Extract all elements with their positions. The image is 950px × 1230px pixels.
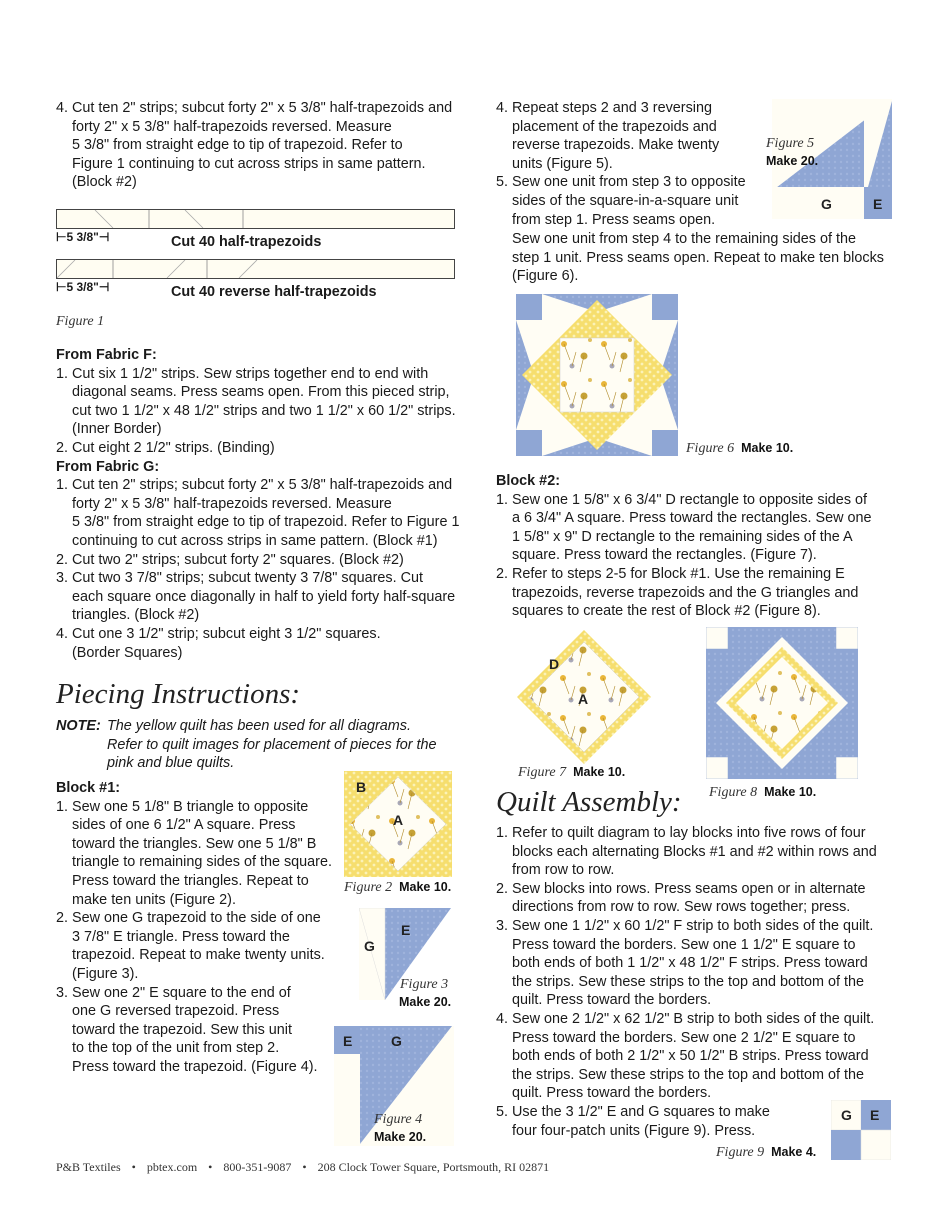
make-count: Make 10. [764,785,817,799]
figure1-label-2: Cut 40 reverse half-trapezoids [171,284,377,300]
list-item [496,565,896,621]
list-item [496,99,766,173]
list-item [496,880,896,917]
figure7-diagram [515,628,653,766]
bullet-icon: • [131,1160,136,1174]
fig4-white-strip [334,1054,360,1144]
fig4-label-e: E [343,1033,353,1049]
item-number: 2. [496,565,509,582]
item-line: a 6 3/4" A square. Press toward the rectangles. Sew one [512,510,872,527]
item-line: squares to create the rest of Block #2 (Figure 8). [512,603,821,620]
item-number: 2. [56,910,69,927]
item-line: Use the 3 1/2" E and G squares to make [512,1103,770,1120]
item-line: Press toward the borders. Sew one 1 1/2" E square to [512,936,856,953]
item-line: the strips. Sew these strips to the top and bottom of the [512,973,864,990]
item-line: 5 3/8" from straight edge to tip of trapezoid. Refer to Figure 1 [72,514,460,531]
item-number: 4. [496,1010,509,1027]
item-line: reverse trapezoids. Make twenty [512,137,720,154]
item-line: Press toward the trapezoid. (Figure 4). [72,1058,318,1075]
caption-text: Figure 9 [716,1145,765,1160]
list-item [496,173,766,229]
item-line: four four-patch units (Figure 9). Press. [512,1122,756,1139]
item-line: both ends of both 2 1/2" x 50 1/2" B strips. Press toward [512,1048,869,1065]
item-line: make ten units (Figure 2). [72,891,236,908]
item-line: Refer to steps 2-5 for Block #1. Use the remaining E [512,565,845,582]
block1-section [56,779,346,1077]
figure1-caption: Figure 1 [56,314,105,329]
figure6-caption [686,441,793,457]
list-item [496,824,896,880]
figure8-caption [709,785,816,801]
item-line: cut two 1 1/2" x 48 1/2" strips and two 1 1/2" x 60 1/2" strips. [72,402,456,419]
figure1-strip-reverse-half-trapezoids [56,259,455,279]
item-line: Figure 1 continuing to cut across strips in same pattern. [72,155,426,172]
fig9-label-e: E [870,1107,880,1123]
item-line: Cut six 1 1/2" strips. Sew strips together end to end with [72,365,429,382]
piecing-title: Piecing Instructions: [56,678,301,710]
list-item [56,476,476,550]
item-line: (Figure 3). [72,965,139,982]
para-line: Sew one unit from step 4 to the remaining sides of the [512,231,856,247]
figure9-caption [716,1145,816,1161]
piecing-note [56,717,476,773]
item-line: Cut ten 2" strips; subcut forty 2" x 5 3/8" half-trapezoids and [72,477,453,494]
list-item [496,491,896,565]
item-line: both ends of both 1 1/2" x 48 1/2" F strips. Press toward [512,955,868,972]
figure2-caption [344,880,451,896]
item-line: Cut two 3 7/8" strips; subcut twenty 3 7/8" squares. Cut [72,570,423,587]
fig6-corner-bl [516,430,542,456]
footer-website[interactable]: pbtex.com [146,1160,198,1174]
item-number: 4. [56,625,69,642]
item-line: sides of one 6 1/2" A square. Press [72,817,296,834]
item-line: Refer to quilt diagram to lay blocks into five rows of four [512,825,866,841]
item-line: Cut one 3 1/2" strip; subcut eight 3 1/2" squares. [72,625,381,642]
item-line: quilt. Press toward the borders. [512,992,712,1009]
caption-text: Figure 7 [518,765,567,780]
make-count: Make 4. [771,1145,817,1159]
item-number: 1. [56,477,69,494]
make-count: Make 10. [399,880,452,894]
fig8-corner-tl [706,627,728,649]
item-line: square. Press toward the rectangles. (Figure 7). [512,547,817,564]
figure7-caption [518,765,625,781]
fig7-label-a: A [578,691,589,707]
figure1-strip-half-trapezoids [56,209,455,229]
item-line: Sew one 2" E square to the end of [72,984,291,1001]
item-line: 3 7/8" E triangle. Press toward the [72,928,290,945]
block2-heading: Block #2: [496,473,560,489]
block1-heading: Block #1: [56,780,120,796]
item-line: triangle to remaining sides of the square. [72,854,332,871]
fig8-corner-bl [706,757,728,779]
note-line: pink and blue quilts. [107,755,235,772]
item-line: (Block #2) [72,174,137,191]
fabric-f-heading: From Fabric F: [56,347,157,363]
footer-phone: 800-351-9087 [223,1160,292,1174]
item-line: from step 1. Press seams open. [512,211,716,228]
assembly-section [496,824,896,1140]
list-item [496,917,896,1010]
note-line: The yellow quilt has been used for all diagrams. [107,718,411,734]
list-item [56,439,476,458]
item-line: Sew one 1 1/2" x 60 1/2" F strip to both sides of the quilt. [512,917,874,934]
fig9-g-square-br [861,1130,891,1160]
item-line: one G reversed trapezoid. Press [72,1003,280,1020]
fig6-corner-tr [652,294,678,320]
list-item [56,909,346,983]
strip-cut-lines [57,260,454,278]
item-line: Press toward the borders. Sew one 2 1/2" E square to [512,1029,856,1046]
item-line: Sew blocks into rows. Press seams open or in alternate [512,880,866,897]
item-line: (Border Squares) [72,644,183,661]
item-line: blocks each alternating Blocks #1 and #2 within rows and [512,843,877,860]
page-footer [56,1160,549,1175]
caption-text: Figure 6 [686,441,735,456]
item-line: Sew one G trapezoid to the side of one [72,910,321,927]
figure6-diagram [516,294,678,456]
figure4-caption: Figure 4 [374,1112,423,1127]
strip-cut-lines [57,210,454,228]
item-line: Sew one 1 5/8" x 6 3/4" D rectangle to opposite sides of [512,491,868,508]
item-number: 1. [56,798,69,815]
item-line: Sew one unit from step 3 to opposite [512,174,746,191]
fig6-corner-tl [516,294,542,320]
para-line: step 1 unit. Press seams open. Repeat to make ten blocks [512,249,884,266]
item-number: 1. [496,491,509,508]
list-item [496,1010,896,1103]
item-line: Cut ten 2" strips; subcut forty 2" x 5 3/8" half-trapezoids and [72,100,453,116]
figure4-make: Make 20. [374,1130,427,1144]
item-line: quilt. Press toward the borders. [512,1085,712,1102]
item-number: 2. [496,880,509,897]
para-line: (Figure 6). [512,268,579,285]
list-item [56,569,476,625]
item-line: toward the trapezoid. Sew this unit [72,1021,292,1038]
fig7-label-d: D [549,656,560,672]
item-line: continuing to cut across strips in same pattern. (Block #1) [72,532,438,549]
item-number: 5. [496,1103,509,1120]
fig6-corner-br [652,430,678,456]
item-line: each square once diagonally in half to yield forty half-square [72,588,456,605]
make-count: Make 10. [741,441,794,455]
figure3-make: Make 20. [399,995,452,1009]
fig2-label-b: B [356,779,367,795]
fabric-e-item-4 [56,99,476,192]
footer-company: P&B Textiles [56,1160,121,1174]
caption-text: Figure 2 [344,880,393,895]
make-count: Make 10. [573,765,626,779]
item-line: Repeat steps 2 and 3 reversing [512,100,712,116]
item-line: trapezoids, reverse trapezoids and the G triangles and [512,584,859,601]
figure3-caption: Figure 3 [400,977,449,992]
bullet-icon: • [208,1160,213,1174]
figure5-caption: Figure 5 [766,136,815,151]
figure1-dimension-1: ⊢5 3/8"⊣ [56,230,110,244]
fig5-label-e: E [873,196,883,212]
bullet-icon: • [302,1160,307,1174]
list-item [56,551,476,570]
fig4-label-g: G [391,1033,402,1049]
fig6-a-square [560,338,634,412]
item-line: triangles. (Block #2) [72,607,200,624]
item-line: 5 3/8" from straight edge to tip of trapezoid. Refer to [72,137,403,154]
item-line: forty 2" x 5 3/8" half-trapezoids reversed. Measure [72,495,392,512]
fig3-label-g: G [364,938,375,954]
item-number: 3. [496,917,509,934]
item-line: trapezoid. Repeat to make twenty units. [72,947,325,964]
block1-paragraph [512,230,912,286]
list-item [56,625,476,662]
fig8-corner-br [836,757,858,779]
item-line: forty 2" x 5 3/8" half-trapezoids reversed. Measure [72,118,392,135]
item-line: Sew one 5 1/8" B triangle to opposite [72,798,309,815]
note-label: NOTE: [56,718,101,734]
item-line: to the top of the unit from step 2. [72,1040,280,1057]
item-line: sides of the square-in-a-square unit [512,192,739,209]
item-line: Cut two 2" strips; subcut forty 2" squares. (Block #2) [72,551,404,568]
item-line: directions from row to row. Sew rows together; press. [512,899,851,916]
item-number: 4. [56,100,69,116]
fig5-label-g: G [821,196,832,212]
figure1-dimension-2: ⊢5 3/8"⊣ [56,280,110,294]
item-line: Sew one 2 1/2" x 62 1/2" B strip to both sides of the quilt. [512,1010,875,1027]
item-line: the strips. Sew these strips to the top and bottom of the [512,1066,864,1083]
caption-text: Figure 8 [709,785,758,800]
item-number: 1. [56,365,69,382]
item-line: toward the triangles. Sew one 5 1/8" B [72,835,317,852]
item-line: placement of the trapezoids and [512,118,717,135]
item-line: Press toward the triangles. Repeat to [72,872,309,889]
figure4-diagram [334,1026,454,1146]
item-line: diagonal seams. Press seams open. From this pieced strip, [72,384,450,401]
item-number: 1. [496,825,509,841]
item-line: (Inner Border) [72,421,162,438]
fig9-label-g: G [841,1107,852,1123]
fabric-g-heading: From Fabric G: [56,458,160,475]
item-number: 2. [56,551,69,568]
note-line: Refer to quilt images for placement of pieces for the [107,736,437,753]
fabric-f-section [56,346,476,662]
item-line: from row to row. [512,862,615,879]
footer-address: 208 Clock Tower Square, Portsmouth, RI 02871 [317,1160,550,1174]
fig2-label-a: A [393,812,404,828]
fig8-corner-tr [836,627,858,649]
item-number: 3. [56,984,69,1001]
block1-right-items [496,99,766,229]
item-line: Cut eight 2 1/2" strips. (Binding) [72,439,275,456]
figure5-make: Make 20. [766,154,819,168]
figure1-label-1: Cut 40 half-trapezoids [171,234,322,250]
item-number: 4. [496,100,509,116]
block2-section [496,472,896,621]
fig9-e-square-bl [831,1130,861,1160]
item-line: units (Figure 5). [512,155,613,172]
figure2-diagram [344,771,452,877]
figure8-diagram [706,627,858,779]
list-item [56,984,346,1077]
item-number: 3. [56,570,69,587]
fig3-label-e: E [401,922,411,938]
list-item [56,798,346,910]
item-line: 1 5/8" x 9" D rectangle to the remaining sides of the A [512,528,853,545]
item-number: 2. [56,439,69,456]
item-number: 5. [496,174,509,191]
figure9-diagram [831,1100,891,1160]
list-item [56,365,476,439]
assembly-title: Quilt Assembly: [496,786,682,818]
